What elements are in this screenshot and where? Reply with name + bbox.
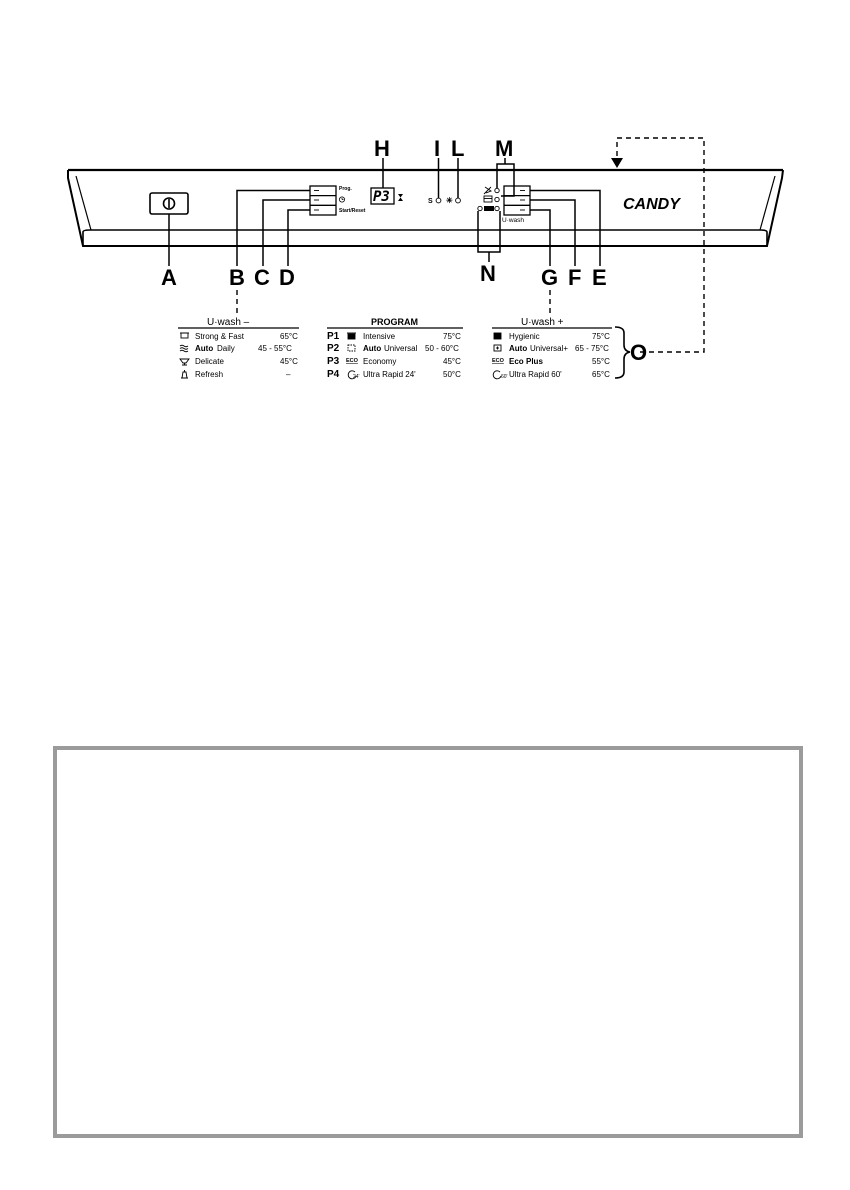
row-bold-prefix: Auto (509, 344, 528, 353)
uwash-minus-title: U·wash – (207, 317, 250, 328)
tablet-icon (484, 196, 499, 202)
row-temp: 45°C (280, 357, 298, 366)
callout-b: B (229, 265, 245, 290)
row-temp: 55°C (592, 357, 610, 366)
row-temp: – (286, 370, 291, 379)
uwash-plus-row-3 (509, 370, 610, 379)
eco-icon: ECO (346, 358, 358, 364)
uwash-plus-icons (493, 333, 501, 379)
row-label: Refresh (195, 370, 224, 379)
program-icons (347, 333, 356, 379)
callout-e: E (592, 265, 607, 290)
uwash-panel-label: U·wash (502, 217, 525, 224)
salt-indicator (428, 198, 441, 205)
refresh-icon (181, 370, 188, 378)
row-label: Strong & Fast (195, 332, 244, 341)
brand-logo: CANDY (623, 196, 680, 213)
dashed-arrowhead (611, 158, 623, 168)
row-code: P2 (327, 343, 340, 354)
uwash-plus-title: U·wash + (521, 317, 564, 328)
power-button[interactable] (150, 193, 188, 214)
uwash-minus-row-1 (195, 344, 292, 353)
row-code: P4 (327, 369, 340, 380)
display-area (371, 188, 403, 205)
row-label: Ultra Rapid 60' (509, 370, 562, 379)
row-code: P1 (327, 331, 340, 342)
auto-icon (348, 345, 355, 351)
program-title: PROGRAM (371, 317, 418, 327)
uwash-minus-row-2 (195, 357, 298, 366)
row-bold-prefix: Auto (195, 344, 214, 353)
pot-icon (181, 333, 188, 338)
button-symbols-right (520, 191, 525, 211)
row-temp: 50°C (443, 370, 461, 379)
uwash-minus-row-0 (195, 332, 298, 341)
callout-i: I (434, 136, 441, 161)
uwash-minus-icons (180, 333, 189, 378)
program-row-1 (327, 343, 459, 354)
display-value: P3 (373, 189, 390, 205)
half-load-icon (484, 187, 499, 194)
row-label: Economy (363, 357, 397, 366)
pot-icon (348, 334, 355, 339)
row-temp: 65 - 75°C (575, 344, 609, 353)
left-button-bank (310, 186, 336, 215)
hygienic-icon (494, 333, 501, 339)
svg-text:S: S (428, 198, 433, 205)
callout-m: M (495, 136, 514, 161)
waves-icon (180, 345, 188, 352)
callout-lines (169, 158, 600, 266)
callout-g: G (541, 265, 559, 290)
program-row-3 (327, 369, 461, 380)
start-reset-label: Start/Reset (339, 208, 366, 214)
row-label: Universal (384, 344, 418, 353)
row-temp: 65°C (592, 370, 610, 379)
glass-icon (180, 359, 189, 365)
row-label: Hygienic (509, 332, 540, 341)
callout-d: D (279, 265, 295, 290)
table-uwash-minus (178, 317, 299, 379)
row-label: Ultra Rapid 24' (363, 370, 416, 379)
callout-c: C (254, 265, 270, 290)
row-label: Daily (217, 344, 235, 353)
row-label: Universal+ (530, 344, 569, 353)
callout-l: L (451, 136, 465, 161)
callout-h: H (374, 136, 390, 161)
empty-note-box (53, 746, 803, 1138)
row-code: P3 (327, 356, 340, 367)
button-symbols-left (314, 191, 319, 211)
uwash-plus-row-0 (509, 332, 610, 341)
row-label: Intensive (363, 332, 396, 341)
uwash-minus-row-3 (195, 370, 291, 379)
svg-text:✳: ✳ (446, 196, 453, 205)
callout-n: N (480, 261, 496, 286)
row-label: Delicate (195, 357, 224, 366)
clock24-label: 24' (353, 374, 360, 380)
row-temp: 50 - 60°C (425, 344, 459, 353)
right-button-bank (504, 186, 530, 215)
row-temp: 45°C (443, 357, 461, 366)
clock60-icon (493, 371, 501, 379)
callout-o: O (630, 340, 648, 365)
table-uwash-plus (492, 317, 612, 380)
eco-plus-icon: ECO (492, 358, 504, 364)
prog-label: Prog. (339, 186, 352, 192)
uwash-plus-row-2 (509, 357, 610, 366)
delay-timer-icon (339, 197, 344, 202)
row-bold-prefix: Eco (509, 357, 524, 366)
brace (615, 327, 630, 378)
table-program (327, 317, 463, 380)
row-temp: 45 - 55°C (258, 344, 292, 353)
row-temp: 65°C (280, 332, 298, 341)
uwash-plus-row-1 (509, 344, 609, 353)
hourglass-icon (398, 194, 403, 201)
callout-a: A (161, 265, 177, 290)
clock60-label: 60' (501, 374, 508, 380)
row-bold-prefix: Auto (363, 344, 382, 353)
extra-option-indicator (478, 206, 499, 211)
callout-f: F (568, 265, 582, 290)
row-label: Plus (526, 357, 543, 366)
row-temp: 75°C (443, 332, 461, 341)
row-temp: 75°C (592, 332, 610, 341)
